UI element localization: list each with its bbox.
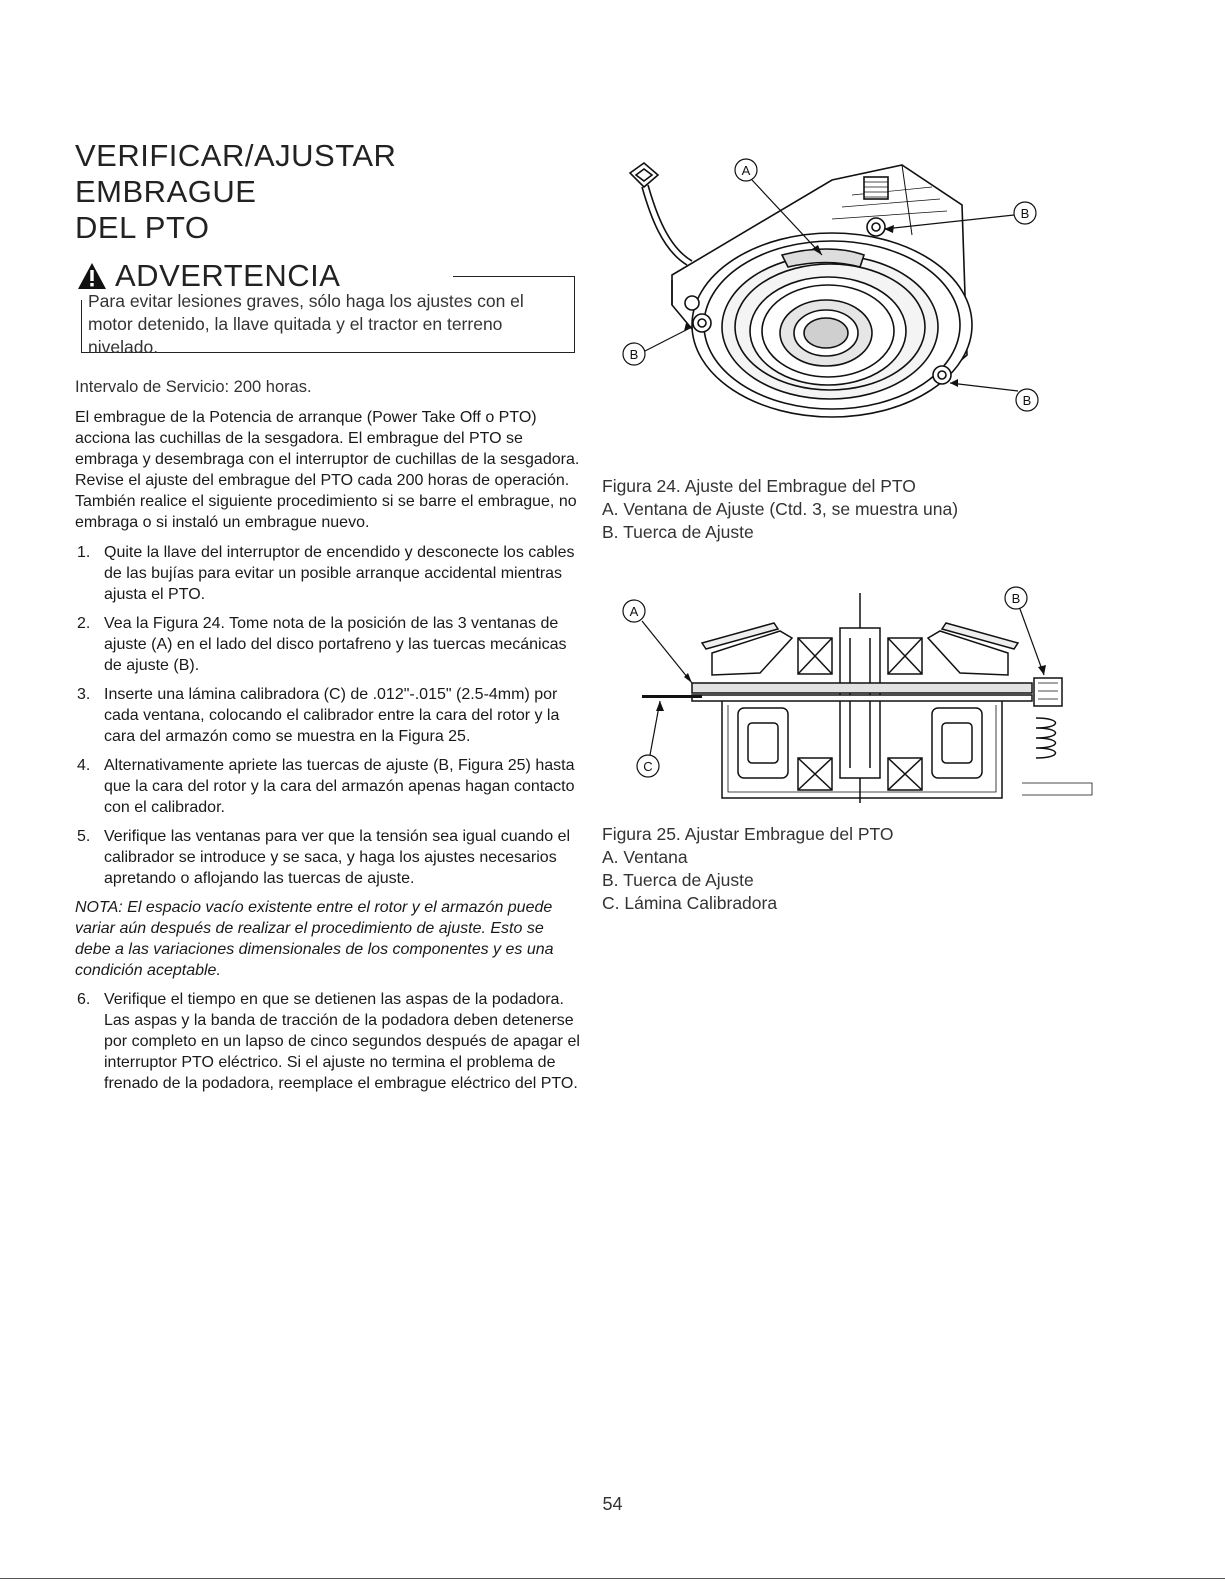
intro-paragraph: El embrague de la Potencia de arranque (Power Take Off o PTO) acciona las cuchillas de la sesgadora. El embrague del PTO se embraga y desembraga con el interruptor de cuchillas de la sesgadora. Revise el ajuste del embrague del PTO cada 200 horas de operación. También realice el siguiente procedimiento si se barre el embrague, no embraga o si instaló un embrague nuevo. — [75, 409, 580, 531]
note-paragraph: NOTA: El espacio vacío existente entre el rotor y el armazón puede variar aún después de realizar el procedimiento de ajuste. Esto se debe a las variaciones dimensionales de los componentes y es una condición aceptable. — [75, 899, 554, 979]
steps-list — [75, 542, 580, 889]
fig25-label-c: C — [643, 759, 653, 774]
list-item: 5. Verifique las ventanas para ver que la tensión sea igual cuando el calibrador se introduce y se saca, y haga los ajustes necesarios apretando o aflojando las tuercas de ajuste. — [77, 828, 571, 887]
fig24-caption-item: B. Tuerca de Ajuste — [602, 522, 754, 542]
warning-title: ADVERTENCIA — [115, 258, 341, 293]
page-number: 54 — [602, 1494, 623, 1514]
left-column — [75, 138, 580, 1102]
fig24-label-b3: B — [1022, 393, 1032, 408]
fig24-label-a: A — [741, 163, 751, 178]
warning-box — [75, 252, 580, 374]
section-title-line2: DEL PTO — [75, 210, 210, 245]
list-item: 3. Inserte una lámina calibradora (C) de .012"-.015" (2.5-4mm) por cada ventana, colocando el calibrador entre la cara del rotor y la cara del armazón como se muestra en la Figura 25. — [77, 686, 560, 745]
warning-top-rule — [453, 276, 574, 277]
warning-text: Para evitar lesiones graves, sólo haga los ajustes con el motor detenido, la llave quitada y el tractor en terreno nivelado. — [88, 291, 524, 357]
section-title — [75, 138, 580, 246]
figure-24-caption — [602, 475, 1102, 544]
list-item: 2. Vea la Figura 24. Tome nota de la posición de las 3 ventanas de ajuste (A) en el lado del disco portafreno y las tuercas mecánicas de ajuste (B). — [77, 615, 567, 674]
fig25-label-b: B — [1011, 591, 1021, 606]
fig24-caption-title: Figura 24. Ajuste del Embrague del PTO — [602, 476, 916, 496]
figure-25-illustration — [602, 583, 1102, 813]
bottom-rule — [0, 1578, 1225, 1579]
fig25-caption-item: C. Lámina Calibradora — [602, 893, 778, 913]
fig24-caption-item: A. Ventana de Ajuste (Ctd. 3, se muestra una) — [602, 499, 959, 519]
service-interval: Intervalo de Servicio: 200 horas. — [75, 378, 312, 396]
list-item: 1. Quite la llave del interruptor de encendido y desconecte los cables de las bujías para evitar un posible arranque accidental mientras ajusta el PTO. — [77, 544, 575, 603]
fig25-caption-title: Figura 25. Ajustar Embrague del PTO — [602, 824, 894, 844]
fig24-label-b2: B — [629, 347, 639, 362]
fig25-caption-item: B. Tuerca de Ajuste — [602, 870, 754, 890]
list-item: 6. Verifique el tiempo en que se detienen las aspas de la podadora. Las aspas y la banda de tracción de la podadora deben detenerse por completo en un lapso de cinco segundos después de apagar el interruptor PTO eléctrico. Si el ajuste no termina el problema de frenado de la podadora, reemplace el embrague eléctrico del PTO. — [77, 991, 580, 1092]
figure-25-caption — [602, 823, 1102, 915]
steps-list-continued — [75, 989, 580, 1094]
fig25-label-a: A — [629, 604, 639, 619]
section-title-line1: VERIFICAR/AJUSTAR EMBRAGUE — [75, 138, 397, 209]
figure-24-illustration — [602, 155, 1102, 475]
fig25-caption-item: A. Ventana — [602, 847, 688, 867]
warning-triangle-icon — [77, 262, 107, 290]
fig24-label-b: B — [1020, 206, 1030, 221]
list-item: 4. Alternativamente apriete las tuercas de ajuste (B, Figura 25) hasta que la cara del rotor y la cara del armazón apenas hagan contacto con el calibrador. — [77, 757, 575, 816]
